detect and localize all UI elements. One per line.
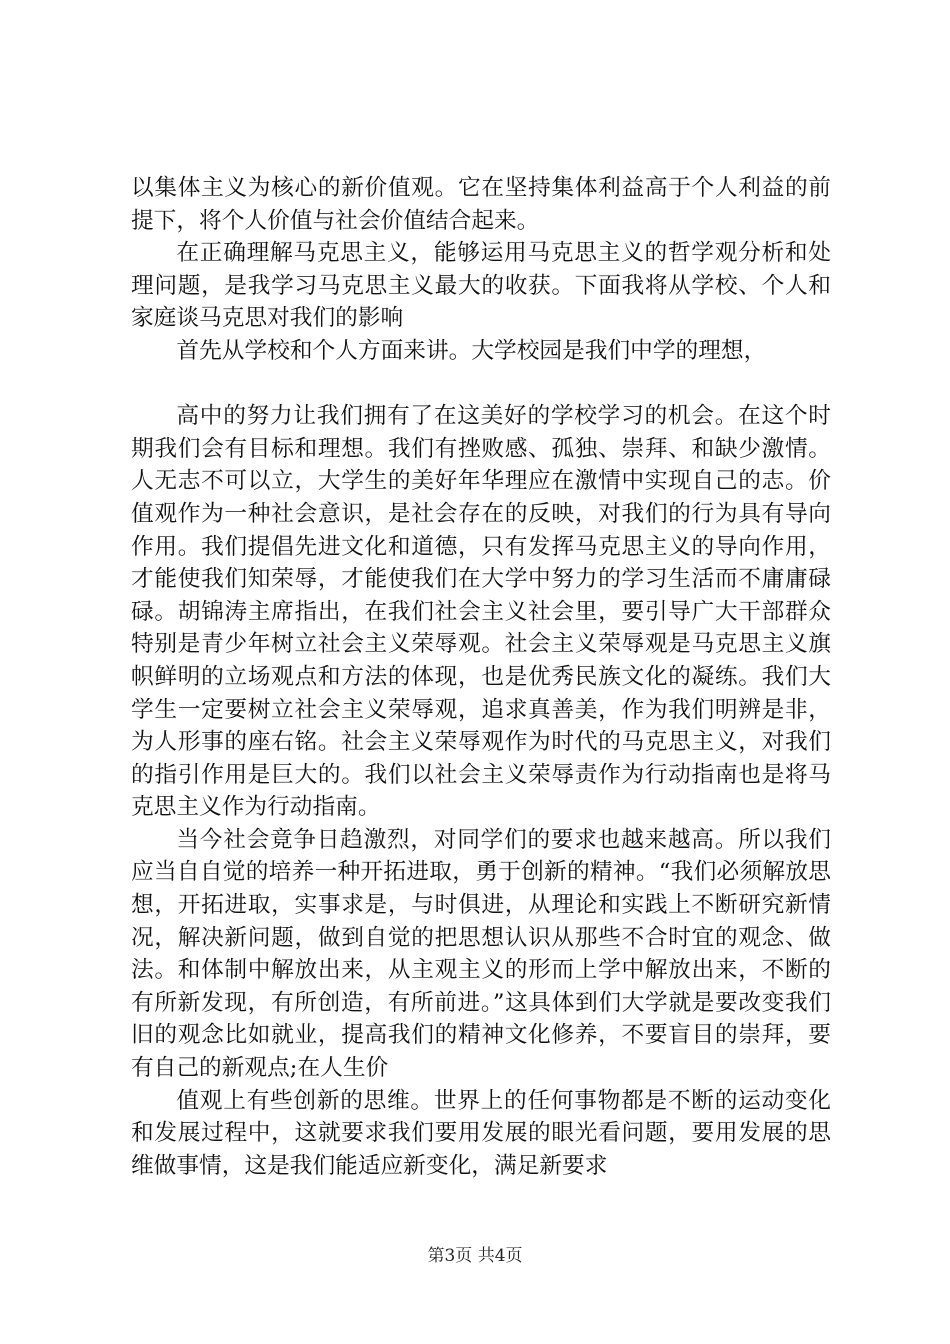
paragraph-gap <box>131 368 831 401</box>
paragraph-4: 高中的努力让我们拥有了在这美好的学校学习的机会。在这个时期我们会有目标和理想。我们有挫败感、孤独、崇拜、和缺少激情。人无志不可以立，大学生的美好年华理应在激情中实现自己的志。价值观作为一种社会意识，是社会存在的反映，对我们的行为具有导向作用。我们提倡先进文化和道德，只有发挥马克思主义的导向作用，才能使我们知荣辱，才能使我们在大学中努力的学习生活而不庸庸碌碌。胡锦涛主席指出，在我们社会主义社会里，要引导广大干部群众特别是青少年树立社会主义荣辱观。社会主义荣辱观是马克思主义旗帜鲜明的立场观点和方法的体现，也是优秀民族文化的凝练。我们大学生一定要树立社会主义荣辱观，追求真善美，作为我们明辨是非，为人形事的座右铭。社会主义荣辱观作为时代的马克思主义，对我们的指引作用是巨大的。我们以社会主义荣辱责作为行动指南也是将马克思主义作为行动指南。 <box>131 403 831 821</box>
paragraph-2: 在正确理解马克思主义，能够运用马克思主义的哲学观分析和处理问题，是我学习马克思主义最大的收获。下面我将从学校、个人和家庭谈马克思对我们的影响 <box>131 240 831 332</box>
paragraph-3: 首先从学校和个人方面来讲。大学校园是我们中学的理想， <box>176 337 767 364</box>
page-number-footer: 第3页 共4页 <box>427 1246 523 1266</box>
document-body <box>131 172 831 1182</box>
paragraph-1: 以集体主义为核心的新价值观。它在坚持集体利益高于个人利益的前提下，将个人价值与社会价值结合起来。 <box>131 175 831 234</box>
paragraph-5: 当今社会竟争日趋激烈，对同学们的要求也越来越高。所以我们应当自自觉的培养一种开拓进取，勇于创新的精神。“我们必须解放思想，开拓进取，实事求是，与时俱进，从理论和实践上不断研究新情况，解决新问题，做到自觉的把思想认识从那些不合时宜的观念、做法。和体制中解放出来，从主观主义的形而上学中解放出来，不断的有所新发现，有所创造，有所前进。”这具体到们大学就是要改变我们旧的观念比如就业，提高我们的精神文化修养，不要盲目的崇拜，要有自己的新观点;在人生价 <box>131 826 831 1082</box>
paragraph-6: 值观上有些创新的思维。世界上的任何事物都是不断的运动变化和发展过程中，这就要求我们要用发展的眼光看问题，要用发展的思维做事情，这是我们能适应新变化，满足新要求 <box>131 1087 831 1179</box>
